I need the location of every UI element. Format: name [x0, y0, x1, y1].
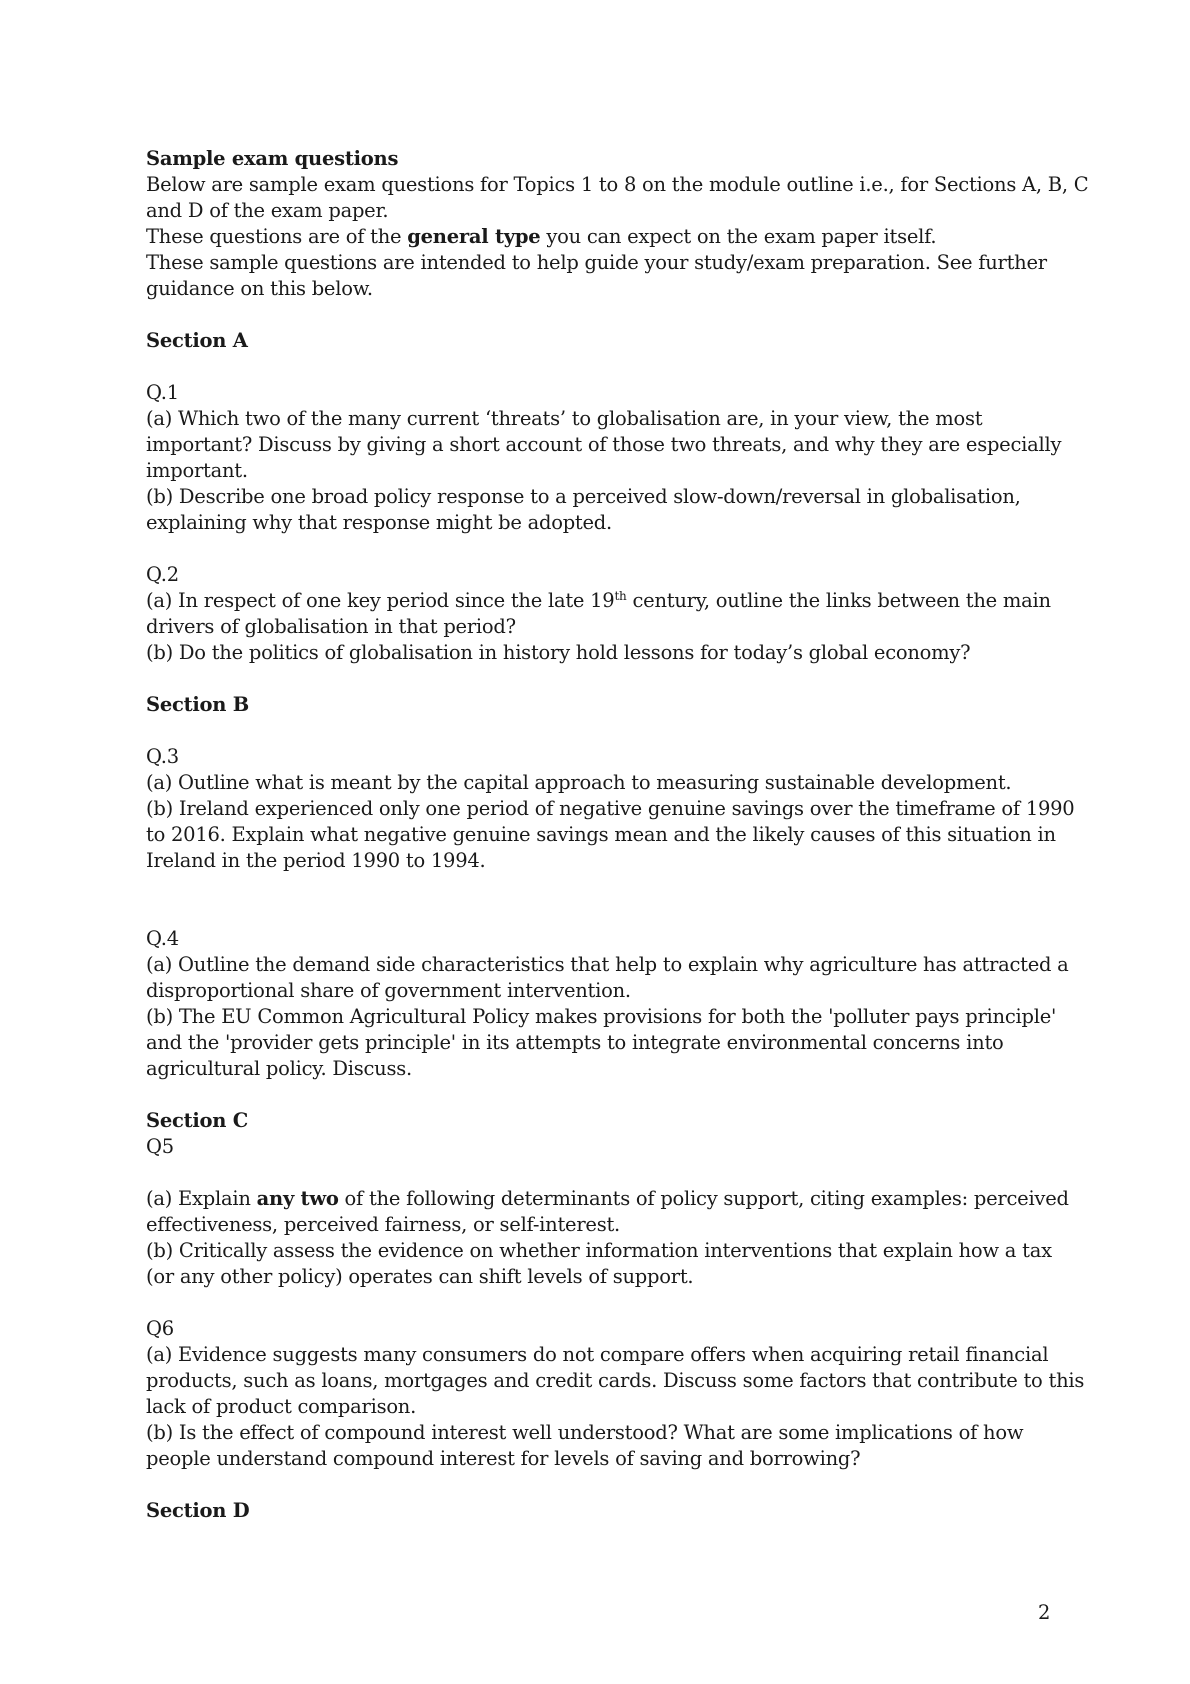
q5-text: of the following determinants of policy support, citing examples: perceived	[338, 1187, 1069, 1210]
q6-line: lack of product comparison.	[146, 1395, 417, 1418]
q5-line	[146, 1186, 1069, 1212]
section-c-title: Section C	[146, 1109, 249, 1132]
intro-line: Below are sample exam questions for Topics 1 to 8 on the module outline i.e., for Sections A, B, C	[146, 173, 1089, 196]
q2-superscript: th	[614, 589, 627, 603]
section-d-title: Section D	[146, 1499, 250, 1522]
q1-line: explaining why that response might be adopted.	[146, 511, 612, 534]
q2-text: century, outline the links between the main	[626, 589, 1051, 612]
q1-label: Q.1	[146, 381, 179, 404]
q3-line: to 2016. Explain what negative genuine savings mean and the likely causes of this situation in	[146, 823, 1056, 846]
q1-line: important.	[146, 459, 248, 482]
q4-line: (a) Outline the demand side characteristics that help to explain why agriculture has attracted a	[146, 953, 1069, 976]
q5-line: (b) Critically assess the evidence on whether information interventions that explain how a tax	[146, 1239, 1052, 1262]
q5-emphasis: any two	[256, 1187, 339, 1210]
q4-label: Q.4	[146, 927, 179, 950]
q3-label: Q.3	[146, 745, 179, 768]
q5-line: (or any other policy) operates can shift levels of support.	[146, 1265, 694, 1288]
page-heading: Sample exam questions	[146, 147, 399, 170]
q2-label: Q.2	[146, 563, 179, 586]
intro-text: These questions are of the	[146, 225, 408, 248]
q6-line: products, such as loans, mortgages and credit cards. Discuss some factors that contribute to this	[146, 1369, 1085, 1392]
q6-line: (b) Is the effect of compound interest well understood? What are some implications of how	[146, 1421, 1024, 1444]
section-a-title: Section A	[146, 329, 248, 352]
intro-line: These sample questions are intended to help guide your study/exam preparation. See further	[146, 251, 1047, 274]
q4-line: agricultural policy. Discuss.	[146, 1057, 412, 1080]
q5-line: effectiveness, perceived fairness, or self-interest.	[146, 1213, 620, 1236]
page-number: 2	[1038, 1601, 1051, 1624]
q1-line: (b) Describe one broad policy response to a perceived slow-down/reversal in globalisation,	[146, 485, 1021, 508]
q2-text: (a) In respect of one key period since the late 19	[146, 589, 615, 612]
intro-text: you can expect on the exam paper itself.	[540, 225, 937, 248]
q3-line: (b) Ireland experienced only one period of negative genuine savings over the timeframe of 1990	[146, 797, 1075, 820]
q1-line: (a) Which two of the many current ‘threats’ to globalisation are, in your view, the most	[146, 407, 983, 430]
intro-line	[146, 224, 936, 250]
q4-line: disproportional share of government intervention.	[146, 979, 631, 1002]
q6-label: Q6	[146, 1317, 174, 1340]
q2-line	[146, 588, 1051, 614]
q4-line: (b) The EU Common Agricultural Policy makes provisions for both the 'polluter pays principle'	[146, 1005, 1057, 1028]
q6-line: (a) Evidence suggests many consumers do not compare offers when acquiring retail financial	[146, 1343, 1049, 1366]
q3-line: (a) Outline what is meant by the capital approach to measuring sustainable development.	[146, 771, 1012, 794]
q4-line: and the 'provider gets principle' in its attempts to integrate environmental concerns into	[146, 1031, 1004, 1054]
intro-line: guidance on this below.	[146, 277, 373, 300]
intro-emphasis: general type	[407, 225, 541, 248]
q2-line: drivers of globalisation in that period?	[146, 615, 516, 638]
q6-line: people understand compound interest for levels of saving and borrowing?	[146, 1447, 861, 1470]
q5-text: (a) Explain	[146, 1187, 257, 1210]
q3-line: Ireland in the period 1990 to 1994.	[146, 849, 486, 872]
intro-line: and D of the exam paper.	[146, 199, 389, 222]
section-b-title: Section B	[146, 693, 249, 716]
q5-label: Q5	[146, 1135, 174, 1158]
q2-line: (b) Do the politics of globalisation in history hold lessons for today’s global economy?	[146, 641, 971, 664]
q1-line: important? Discuss by giving a short account of those two threats, and why they are especially	[146, 433, 1062, 456]
